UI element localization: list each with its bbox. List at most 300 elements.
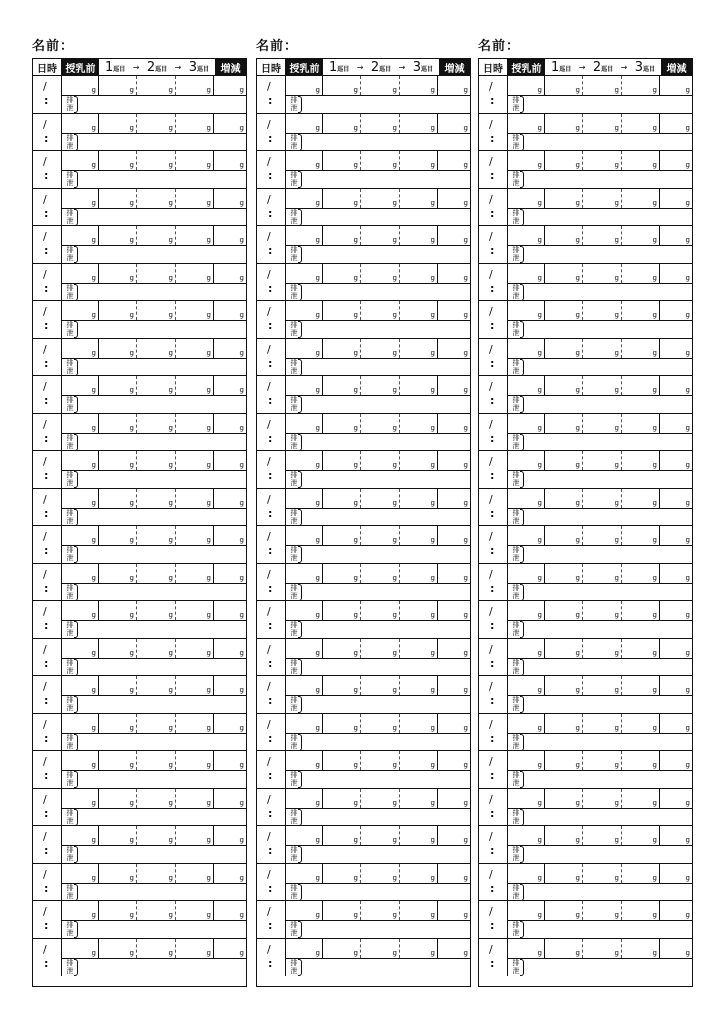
weight-cell[interactable] — [137, 76, 176, 95]
date-time-cell[interactable] — [257, 789, 286, 826]
weight-cell[interactable] — [62, 414, 99, 433]
weight-cell[interactable] — [286, 639, 323, 658]
weight-cell[interactable] — [400, 639, 438, 658]
weight-cell[interactable] — [99, 376, 137, 395]
date-time-cell[interactable] — [479, 451, 508, 488]
weight-cell[interactable] — [400, 939, 438, 958]
stool-cell[interactable] — [508, 133, 692, 151]
table-row[interactable] — [33, 864, 246, 902]
stool-cell[interactable] — [62, 208, 246, 226]
weight-cell[interactable] — [660, 226, 692, 245]
date-time-cell[interactable] — [257, 114, 286, 151]
weight-cell[interactable] — [176, 189, 214, 208]
weight-cell[interactable] — [508, 489, 545, 508]
weight-cell[interactable] — [137, 601, 176, 620]
weight-cell[interactable] — [99, 676, 137, 695]
weight-cell[interactable] — [508, 451, 545, 470]
weight-cell[interactable] — [438, 414, 470, 433]
weight-cell[interactable] — [99, 301, 137, 320]
date-time-cell[interactable] — [257, 339, 286, 376]
weight-cell[interactable] — [62, 751, 99, 770]
weight-cell[interactable] — [176, 414, 214, 433]
table-row[interactable] — [33, 601, 246, 639]
stool-cell[interactable] — [508, 808, 692, 826]
date-time-cell[interactable] — [479, 901, 508, 938]
weight-cell[interactable] — [508, 301, 545, 320]
weight-cell[interactable] — [583, 76, 622, 95]
weight-cell[interactable] — [137, 901, 176, 920]
weight-cell[interactable] — [361, 301, 400, 320]
table-row[interactable] — [257, 339, 470, 377]
weight-cell[interactable] — [323, 301, 361, 320]
weight-cell[interactable] — [214, 939, 246, 958]
weight-cell[interactable] — [660, 864, 692, 883]
weight-cell[interactable] — [622, 714, 660, 733]
weight-cell[interactable] — [622, 264, 660, 283]
weight-cell[interactable] — [361, 601, 400, 620]
table-row[interactable] — [257, 564, 470, 602]
stool-cell[interactable] — [62, 620, 246, 638]
weight-cell[interactable] — [361, 526, 400, 545]
weight-cell[interactable] — [214, 414, 246, 433]
weight-cell[interactable] — [400, 114, 438, 133]
table-row[interactable] — [479, 301, 692, 339]
table-row[interactable] — [33, 76, 246, 114]
weight-cell[interactable] — [286, 226, 323, 245]
date-time-cell[interactable] — [257, 76, 286, 113]
table-row[interactable] — [257, 826, 470, 864]
weight-cell[interactable] — [361, 864, 400, 883]
date-time-cell[interactable] — [33, 451, 62, 488]
date-time-cell[interactable] — [257, 414, 286, 451]
weight-cell[interactable] — [323, 151, 361, 170]
weight-cell[interactable] — [214, 826, 246, 845]
table-row[interactable] — [479, 339, 692, 377]
stool-cell[interactable] — [286, 95, 470, 113]
stool-cell[interactable] — [62, 583, 246, 601]
table-row[interactable] — [479, 826, 692, 864]
weight-cell[interactable] — [323, 714, 361, 733]
table-row[interactable] — [479, 789, 692, 827]
weight-cell[interactable] — [137, 264, 176, 283]
date-time-cell[interactable] — [33, 339, 62, 376]
weight-cell[interactable] — [400, 76, 438, 95]
date-time-cell[interactable] — [479, 826, 508, 863]
weight-cell[interactable] — [583, 639, 622, 658]
weight-cell[interactable] — [622, 339, 660, 358]
weight-cell[interactable] — [361, 714, 400, 733]
weight-cell[interactable] — [545, 376, 583, 395]
stool-cell[interactable] — [286, 658, 470, 676]
date-time-cell[interactable] — [257, 301, 286, 338]
weight-cell[interactable] — [545, 301, 583, 320]
table-row[interactable] — [33, 151, 246, 189]
table-row[interactable] — [257, 901, 470, 939]
weight-cell[interactable] — [660, 826, 692, 845]
weight-cell[interactable] — [99, 901, 137, 920]
stool-cell[interactable] — [62, 658, 246, 676]
weight-cell[interactable] — [583, 489, 622, 508]
weight-cell[interactable] — [508, 676, 545, 695]
weight-cell[interactable] — [137, 414, 176, 433]
stool-cell[interactable] — [508, 208, 692, 226]
date-time-cell[interactable] — [33, 76, 62, 113]
weight-cell[interactable] — [137, 189, 176, 208]
weight-cell[interactable] — [176, 751, 214, 770]
date-time-cell[interactable] — [257, 751, 286, 788]
weight-cell[interactable] — [286, 489, 323, 508]
weight-cell[interactable] — [508, 264, 545, 283]
weight-cell[interactable] — [361, 826, 400, 845]
weight-cell[interactable] — [660, 526, 692, 545]
weight-cell[interactable] — [583, 751, 622, 770]
weight-cell[interactable] — [660, 639, 692, 658]
weight-cell[interactable] — [361, 676, 400, 695]
weight-cell[interactable] — [583, 939, 622, 958]
weight-cell[interactable] — [137, 339, 176, 358]
stool-cell[interactable] — [286, 845, 470, 863]
weight-cell[interactable] — [583, 526, 622, 545]
table-row[interactable] — [479, 76, 692, 114]
weight-cell[interactable] — [361, 789, 400, 808]
date-time-cell[interactable] — [33, 114, 62, 151]
weight-cell[interactable] — [176, 601, 214, 620]
weight-cell[interactable] — [508, 789, 545, 808]
weight-cell[interactable] — [438, 301, 470, 320]
date-time-cell[interactable] — [33, 489, 62, 526]
table-row[interactable] — [33, 826, 246, 864]
weight-cell[interactable] — [286, 751, 323, 770]
table-row[interactable] — [257, 751, 470, 789]
weight-cell[interactable] — [508, 226, 545, 245]
weight-cell[interactable] — [545, 601, 583, 620]
table-row[interactable] — [479, 226, 692, 264]
weight-cell[interactable] — [99, 414, 137, 433]
table-row[interactable] — [479, 114, 692, 152]
weight-cell[interactable] — [99, 226, 137, 245]
weight-cell[interactable] — [361, 151, 400, 170]
date-time-cell[interactable] — [33, 526, 62, 563]
weight-cell[interactable] — [438, 789, 470, 808]
date-time-cell[interactable] — [257, 151, 286, 188]
stool-cell[interactable] — [286, 695, 470, 713]
table-row[interactable] — [479, 264, 692, 302]
weight-cell[interactable] — [62, 714, 99, 733]
weight-cell[interactable] — [286, 789, 323, 808]
weight-cell[interactable] — [99, 114, 137, 133]
table-row[interactable] — [257, 864, 470, 902]
weight-cell[interactable] — [545, 864, 583, 883]
weight-cell[interactable] — [622, 114, 660, 133]
date-time-cell[interactable] — [479, 339, 508, 376]
table-row[interactable] — [257, 264, 470, 302]
weight-cell[interactable] — [214, 676, 246, 695]
weight-cell[interactable] — [660, 76, 692, 95]
weight-cell[interactable] — [361, 339, 400, 358]
weight-cell[interactable] — [508, 826, 545, 845]
stool-cell[interactable] — [508, 170, 692, 188]
table-row[interactable] — [33, 414, 246, 452]
date-time-cell[interactable] — [257, 564, 286, 601]
table-row[interactable] — [257, 151, 470, 189]
weight-cell[interactable] — [545, 676, 583, 695]
weight-cell[interactable] — [622, 376, 660, 395]
table-row[interactable] — [479, 601, 692, 639]
weight-cell[interactable] — [438, 901, 470, 920]
weight-cell[interactable] — [583, 564, 622, 583]
weight-cell[interactable] — [438, 601, 470, 620]
date-time-cell[interactable] — [257, 714, 286, 751]
date-time-cell[interactable] — [257, 526, 286, 563]
date-time-cell[interactable] — [33, 789, 62, 826]
weight-cell[interactable] — [622, 451, 660, 470]
weight-cell[interactable] — [545, 76, 583, 95]
date-time-cell[interactable] — [479, 376, 508, 413]
weight-cell[interactable] — [400, 451, 438, 470]
weight-cell[interactable] — [99, 789, 137, 808]
weight-cell[interactable] — [660, 489, 692, 508]
weight-cell[interactable] — [286, 526, 323, 545]
date-time-cell[interactable] — [33, 189, 62, 226]
weight-cell[interactable] — [286, 414, 323, 433]
table-row[interactable] — [33, 751, 246, 789]
stool-cell[interactable] — [508, 883, 692, 901]
date-time-cell[interactable] — [257, 676, 286, 713]
weight-cell[interactable] — [583, 151, 622, 170]
stool-cell[interactable] — [286, 433, 470, 451]
weight-cell[interactable] — [323, 751, 361, 770]
stool-cell[interactable] — [508, 95, 692, 113]
weight-cell[interactable] — [438, 376, 470, 395]
table-row[interactable] — [257, 489, 470, 527]
weight-cell[interactable] — [400, 151, 438, 170]
weight-cell[interactable] — [286, 451, 323, 470]
weight-cell[interactable] — [176, 376, 214, 395]
weight-cell[interactable] — [400, 751, 438, 770]
table-row[interactable] — [479, 564, 692, 602]
table-row[interactable] — [33, 114, 246, 152]
weight-cell[interactable] — [438, 76, 470, 95]
stool-cell[interactable] — [286, 283, 470, 301]
weight-cell[interactable] — [99, 564, 137, 583]
weight-cell[interactable] — [62, 901, 99, 920]
weight-cell[interactable] — [622, 489, 660, 508]
table-row[interactable] — [479, 489, 692, 527]
table-row[interactable] — [33, 789, 246, 827]
weight-cell[interactable] — [545, 526, 583, 545]
weight-cell[interactable] — [99, 189, 137, 208]
weight-cell[interactable] — [214, 376, 246, 395]
weight-cell[interactable] — [99, 939, 137, 958]
weight-cell[interactable] — [438, 751, 470, 770]
weight-cell[interactable] — [137, 226, 176, 245]
stool-cell[interactable] — [286, 245, 470, 263]
weight-cell[interactable] — [323, 489, 361, 508]
weight-cell[interactable] — [545, 751, 583, 770]
weight-cell[interactable] — [583, 339, 622, 358]
weight-cell[interactable] — [508, 939, 545, 958]
weight-cell[interactable] — [622, 151, 660, 170]
weight-cell[interactable] — [622, 301, 660, 320]
weight-cell[interactable] — [286, 601, 323, 620]
weight-cell[interactable] — [545, 114, 583, 133]
weight-cell[interactable] — [660, 264, 692, 283]
weight-cell[interactable] — [323, 601, 361, 620]
weight-cell[interactable] — [323, 639, 361, 658]
weight-cell[interactable] — [323, 564, 361, 583]
weight-cell[interactable] — [545, 189, 583, 208]
table-row[interactable] — [479, 414, 692, 452]
date-time-cell[interactable] — [33, 601, 62, 638]
weight-cell[interactable] — [438, 226, 470, 245]
weight-cell[interactable] — [545, 264, 583, 283]
weight-cell[interactable] — [176, 226, 214, 245]
date-time-cell[interactable] — [33, 864, 62, 901]
date-time-cell[interactable] — [33, 751, 62, 788]
weight-cell[interactable] — [361, 414, 400, 433]
stool-cell[interactable] — [286, 545, 470, 563]
weight-cell[interactable] — [545, 226, 583, 245]
weight-cell[interactable] — [176, 939, 214, 958]
table-row[interactable] — [479, 864, 692, 902]
weight-cell[interactable] — [286, 301, 323, 320]
date-time-cell[interactable] — [257, 189, 286, 226]
weight-cell[interactable] — [62, 301, 99, 320]
date-time-cell[interactable] — [33, 826, 62, 863]
weight-cell[interactable] — [400, 601, 438, 620]
weight-cell[interactable] — [622, 826, 660, 845]
stool-cell[interactable] — [62, 358, 246, 376]
table-row[interactable] — [479, 714, 692, 752]
weight-cell[interactable] — [323, 189, 361, 208]
weight-cell[interactable] — [660, 339, 692, 358]
date-time-cell[interactable] — [257, 864, 286, 901]
weight-cell[interactable] — [323, 864, 361, 883]
weight-cell[interactable] — [508, 76, 545, 95]
weight-cell[interactable] — [438, 864, 470, 883]
table-row[interactable] — [257, 714, 470, 752]
date-time-cell[interactable] — [33, 226, 62, 263]
weight-cell[interactable] — [583, 901, 622, 920]
date-time-cell[interactable] — [33, 639, 62, 676]
date-time-cell[interactable] — [257, 601, 286, 638]
stool-cell[interactable] — [62, 845, 246, 863]
weight-cell[interactable] — [137, 639, 176, 658]
date-time-cell[interactable] — [479, 414, 508, 451]
weight-cell[interactable] — [400, 676, 438, 695]
date-time-cell[interactable] — [33, 676, 62, 713]
weight-cell[interactable] — [137, 751, 176, 770]
stool-cell[interactable] — [508, 433, 692, 451]
weight-cell[interactable] — [323, 76, 361, 95]
weight-cell[interactable] — [99, 864, 137, 883]
weight-cell[interactable] — [323, 414, 361, 433]
weight-cell[interactable] — [176, 339, 214, 358]
weight-cell[interactable] — [438, 264, 470, 283]
weight-cell[interactable] — [583, 264, 622, 283]
weight-cell[interactable] — [660, 939, 692, 958]
weight-cell[interactable] — [545, 564, 583, 583]
weight-cell[interactable] — [400, 414, 438, 433]
weight-cell[interactable] — [508, 151, 545, 170]
stool-cell[interactable] — [286, 508, 470, 526]
weight-cell[interactable] — [99, 751, 137, 770]
weight-cell[interactable] — [438, 114, 470, 133]
weight-cell[interactable] — [176, 826, 214, 845]
stool-cell[interactable] — [286, 395, 470, 413]
weight-cell[interactable] — [214, 189, 246, 208]
date-time-cell[interactable] — [479, 676, 508, 713]
weight-cell[interactable] — [214, 114, 246, 133]
weight-cell[interactable] — [361, 264, 400, 283]
weight-cell[interactable] — [583, 114, 622, 133]
date-time-cell[interactable] — [479, 114, 508, 151]
weight-cell[interactable] — [286, 939, 323, 958]
table-row[interactable] — [257, 939, 470, 977]
weight-cell[interactable] — [545, 789, 583, 808]
table-row[interactable] — [33, 526, 246, 564]
weight-cell[interactable] — [545, 151, 583, 170]
date-time-cell[interactable] — [479, 76, 508, 113]
weight-cell[interactable] — [214, 489, 246, 508]
weight-cell[interactable] — [286, 714, 323, 733]
weight-cell[interactable] — [361, 376, 400, 395]
stool-cell[interactable] — [508, 320, 692, 338]
weight-cell[interactable] — [545, 451, 583, 470]
weight-cell[interactable] — [438, 489, 470, 508]
weight-cell[interactable] — [62, 226, 99, 245]
weight-cell[interactable] — [622, 226, 660, 245]
table-row[interactable] — [257, 639, 470, 677]
weight-cell[interactable] — [622, 751, 660, 770]
stool-cell[interactable] — [62, 395, 246, 413]
weight-cell[interactable] — [545, 939, 583, 958]
weight-cell[interactable] — [508, 114, 545, 133]
date-time-cell[interactable] — [257, 226, 286, 263]
weight-cell[interactable] — [622, 76, 660, 95]
weight-cell[interactable] — [286, 864, 323, 883]
weight-cell[interactable] — [660, 789, 692, 808]
weight-cell[interactable] — [62, 451, 99, 470]
weight-cell[interactable] — [323, 526, 361, 545]
date-time-cell[interactable] — [479, 789, 508, 826]
weight-cell[interactable] — [622, 676, 660, 695]
stool-cell[interactable] — [62, 508, 246, 526]
date-time-cell[interactable] — [33, 414, 62, 451]
table-row[interactable] — [33, 714, 246, 752]
weight-cell[interactable] — [583, 414, 622, 433]
table-row[interactable] — [257, 676, 470, 714]
date-time-cell[interactable] — [479, 189, 508, 226]
weight-cell[interactable] — [214, 339, 246, 358]
date-time-cell[interactable] — [479, 639, 508, 676]
weight-cell[interactable] — [323, 789, 361, 808]
date-time-cell[interactable] — [479, 151, 508, 188]
weight-cell[interactable] — [622, 639, 660, 658]
weight-cell[interactable] — [438, 451, 470, 470]
weight-cell[interactable] — [583, 864, 622, 883]
weight-cell[interactable] — [622, 414, 660, 433]
weight-cell[interactable] — [62, 939, 99, 958]
table-row[interactable] — [257, 189, 470, 227]
stool-cell[interactable] — [286, 808, 470, 826]
weight-cell[interactable] — [62, 489, 99, 508]
table-row[interactable] — [257, 376, 470, 414]
weight-cell[interactable] — [286, 676, 323, 695]
weight-cell[interactable] — [583, 601, 622, 620]
weight-cell[interactable] — [176, 639, 214, 658]
weight-cell[interactable] — [62, 789, 99, 808]
